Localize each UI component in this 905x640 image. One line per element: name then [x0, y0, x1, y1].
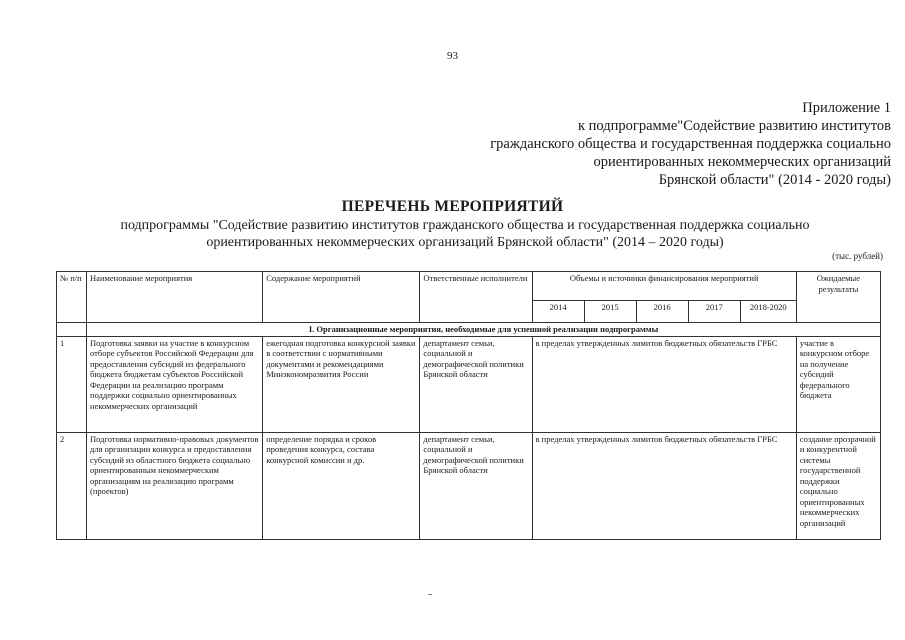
subtitle-line: ориентированных некоммерческих организаций Брянской области" (2014 – 2020 годы) [206, 235, 724, 250]
table-row [57, 336, 881, 432]
row-executor: департамент семьи, социальной и демографической политики Брянской области [420, 432, 532, 539]
header-executor: Ответственные исполнители [420, 272, 532, 323]
document-title: ПЕРЕЧЕНЬ МЕРОПРИЯТИЙ [341, 198, 564, 215]
section-row [57, 323, 881, 337]
row-num: 1 [57, 336, 87, 432]
table-header-row [57, 272, 881, 301]
row-financing: в пределах утвержденных лимитов бюджетных обязательств ГРБС [532, 336, 796, 432]
appendix-line: ориентированных некоммерческих организаций [593, 154, 891, 170]
row-results: создание прозрачной и конкурентной системы государственной поддержки социально ориентированных некоммерческих организаций [796, 432, 880, 539]
row-name: Подготовка нормативно-правовых документов для организации конкурса и предоставления субсидий из областного бюджета социально ориентированным некоммерческим организациям на реализацию программ (проектов) [87, 432, 263, 539]
header-financing: Объемы и источники финансирования мероприятий [532, 272, 796, 301]
header-results: Ожидаемые результаты [796, 272, 880, 323]
appendix-line: Приложение 1 [802, 100, 891, 116]
row-content: ежегодная подготовка конкурсной заявки в соответствии с нормативными документами и рекомендациями Минэкономразвития России [263, 336, 420, 432]
appendix-line: Брянской области" (2014 - 2020 годы) [658, 172, 891, 188]
row-name: Подготовка заявки на участие в конкурсном отборе субъектов Российской Федерации для предоставления субсидий из федерального бюджета бюджетам субъектов Российской Федерации на реализацию программ поддержки социально ориентированных некоммерческих организаций [87, 336, 263, 432]
scan-artifact [428, 594, 432, 595]
page-number: 93 [447, 50, 458, 62]
header-name: Наименование мероприятия [87, 272, 263, 323]
table-row [57, 432, 881, 539]
header-year: 2017 [688, 301, 740, 323]
header-year: 2015 [584, 301, 636, 323]
section-title: I. Организационные мероприятия, необходимые для успешной реализации подпрограммы [87, 323, 881, 337]
row-results: участие в конкурсном отборе на получение субсидий федерального бюджета [796, 336, 880, 432]
header-year: 2016 [636, 301, 688, 323]
header-num: № п/п [57, 272, 87, 323]
units-note: (тыс. рублей) [832, 251, 883, 261]
header-year: 2014 [532, 301, 584, 323]
row-content: определение порядка и сроков проведения конкурса, состава конкурсной комиссии и др. [263, 432, 420, 539]
activities-table [56, 271, 881, 540]
document-subtitle [70, 217, 860, 251]
row-num: 2 [57, 432, 87, 539]
header-content: Содержание мероприятий [263, 272, 420, 323]
appendix-line: к подпрограмме"Содействие развитию институтов [577, 118, 891, 134]
subtitle-line: подпрограммы "Содействие развитию институтов гражданского общества и государственная поддержка социально [120, 218, 810, 233]
header-year: 2018-2020 [740, 301, 796, 323]
row-financing: в пределах утвержденных лимитов бюджетных обязательств ГРБС [532, 432, 796, 539]
appendix-line: гражданского общества и государственная поддержка социально [490, 136, 891, 152]
appendix-header [490, 99, 891, 189]
row-executor: департамент семьи, социальной и демографической политики Брянской области [420, 336, 532, 432]
